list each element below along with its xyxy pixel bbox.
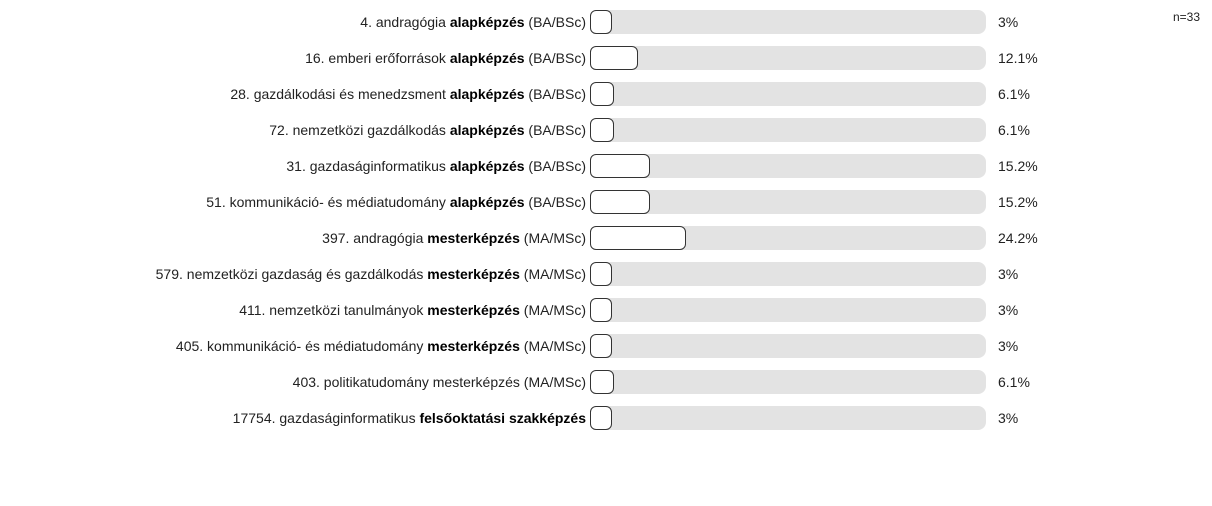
category-label-text: 16. emberi erőforrások xyxy=(305,50,450,66)
bar-row xyxy=(0,259,1212,289)
bar-row xyxy=(0,223,1212,253)
category-label-text: 405. kommunikáció- és médiatudomány xyxy=(175,338,428,354)
bar-fill xyxy=(590,46,638,70)
value-label: 15.2% xyxy=(998,194,1038,210)
category-label xyxy=(176,331,586,361)
category-label-bold: mesterképzés xyxy=(427,338,520,354)
bar-track xyxy=(590,10,986,34)
category-label-suffix: (BA/BSc) xyxy=(524,158,586,174)
value-label: 3% xyxy=(998,14,1019,30)
bar-row xyxy=(0,43,1212,73)
category-label xyxy=(322,223,586,253)
bar-fill xyxy=(590,10,612,34)
bar-fill xyxy=(590,298,612,322)
bar-fill xyxy=(590,154,650,178)
category-label-text: 579. nemzetközi gazdaság és gazdálkodás xyxy=(155,266,428,282)
bar-fill xyxy=(590,226,686,250)
category-label-suffix: (BA/BSc) xyxy=(524,122,586,138)
category-label xyxy=(239,295,586,325)
bar-fill xyxy=(590,406,612,430)
category-label-bold: alapképzés xyxy=(449,14,525,30)
category-label-bold: alapképzés xyxy=(449,194,525,210)
category-label-bold: alapképzés xyxy=(449,158,525,174)
category-label xyxy=(305,43,586,73)
category-label-bold: alapképzés xyxy=(449,122,525,138)
category-label-text: 411. nemzetközi tanulmányok xyxy=(239,302,428,318)
category-label xyxy=(293,367,586,397)
bar-track xyxy=(590,334,986,358)
category-label xyxy=(269,115,586,145)
category-label-text: 4. andragógia xyxy=(360,14,450,30)
value-label: 6.1% xyxy=(998,122,1030,138)
value-label: 6.1% xyxy=(998,374,1030,390)
category-label xyxy=(230,79,586,109)
category-label xyxy=(206,187,586,217)
category-label-bold: alapképzés xyxy=(449,50,525,66)
bar-fill xyxy=(590,190,650,214)
bar-track xyxy=(590,262,986,286)
bar-fill xyxy=(590,262,612,286)
category-label-text: 397. andragógia xyxy=(322,230,428,246)
category-label-suffix: (BA/BSc) xyxy=(524,50,586,66)
category-label xyxy=(360,7,586,37)
category-label-text: 31. gazdaságinformatikus xyxy=(286,158,450,174)
category-label-bold: mesterképzés xyxy=(427,266,520,282)
sample-size-label: n=33 xyxy=(1172,10,1200,24)
category-label xyxy=(233,403,586,433)
category-label-suffix: (MA/MSc) xyxy=(519,338,586,354)
category-label-suffix: (BA/BSc) xyxy=(524,86,586,102)
bar-fill xyxy=(590,82,614,106)
bar-track xyxy=(590,298,986,322)
value-label: 3% xyxy=(998,266,1019,282)
category-label-suffix: (MA/MSc) xyxy=(519,266,586,282)
bar-fill xyxy=(590,334,612,358)
bar-row xyxy=(0,295,1212,325)
bar-row xyxy=(0,331,1212,361)
category-label-bold: mesterképzés xyxy=(427,230,520,246)
bar-track xyxy=(590,118,986,142)
category-label-suffix: (MA/MSc) xyxy=(519,230,586,246)
value-label: 3% xyxy=(998,410,1019,426)
category-label-text: 403. politikatudomány mesterképzés (MA/MSc) xyxy=(292,374,586,390)
category-label-text: 17754. gazdaságinformatikus xyxy=(232,410,420,426)
bar-track xyxy=(590,406,986,430)
category-label-suffix: (BA/BSc) xyxy=(524,194,586,210)
category-label-suffix: (BA/BSc) xyxy=(524,14,586,30)
category-label-text: 72. nemzetközi gazdálkodás xyxy=(269,122,450,138)
bar-row xyxy=(0,79,1212,109)
value-label: 15.2% xyxy=(998,158,1038,174)
bar-row xyxy=(0,367,1212,397)
value-label: 3% xyxy=(998,302,1019,318)
value-label: 24.2% xyxy=(998,230,1038,246)
category-label-suffix: (MA/MSc) xyxy=(519,302,586,318)
category-label-bold: felsőoktatási szakképzés xyxy=(419,410,586,426)
bar-row xyxy=(0,115,1212,145)
bar-fill xyxy=(590,370,614,394)
value-label: 6.1% xyxy=(998,86,1030,102)
category-label-bold: mesterképzés xyxy=(427,302,520,318)
category-label xyxy=(286,151,586,181)
bar-fill xyxy=(590,118,614,142)
category-label-text: 51. kommunikáció- és médiatudomány xyxy=(206,194,450,210)
value-label: 3% xyxy=(998,338,1019,354)
value-label: 12.1% xyxy=(998,50,1038,66)
bar-track xyxy=(590,46,986,70)
bar-track xyxy=(590,82,986,106)
bar-row xyxy=(0,403,1212,433)
bar-row xyxy=(0,187,1212,217)
category-label-text: 28. gazdálkodási és menedzsment xyxy=(230,86,450,102)
category-label xyxy=(156,259,586,289)
bar-row xyxy=(0,7,1212,37)
category-label-bold: alapképzés xyxy=(449,86,525,102)
bar-track xyxy=(590,370,986,394)
bar-row xyxy=(0,151,1212,181)
